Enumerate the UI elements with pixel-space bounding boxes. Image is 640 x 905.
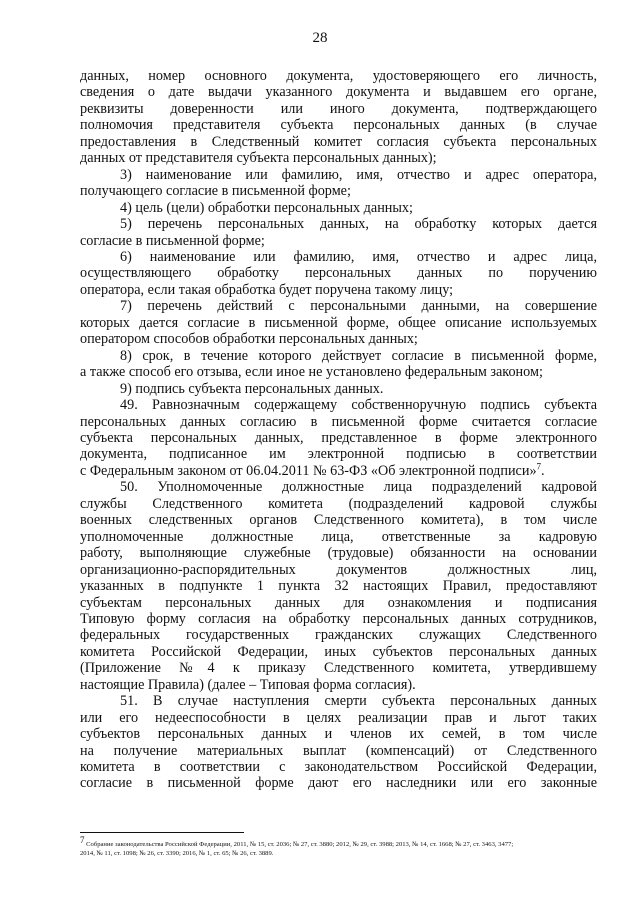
text-line <box>80 84 597 100</box>
footnote-marker: 7 <box>80 835 85 845</box>
text-line-content: сведения о дате выдачи указанного документа и выдавшем его органе, <box>80 84 597 101</box>
text-line <box>80 496 597 512</box>
text-line <box>80 298 597 314</box>
text-line <box>80 644 597 660</box>
text-line-content: федеральных государственных гражданских служащих Следственного <box>80 627 597 644</box>
text-line-content: комитета в соответствии с законодательством Российской Федерации, <box>80 759 597 776</box>
text-line-tail: . <box>541 462 545 479</box>
text-line <box>80 331 597 347</box>
text-line <box>80 775 597 791</box>
text-line <box>80 233 597 249</box>
text-line-content: 7) перечень действий с персональными данными, на совершение <box>120 298 597 315</box>
text-line <box>80 381 597 397</box>
text-line-content: оператора, если такая обработка будет поручена такому лицу; <box>80 281 454 298</box>
text-line-content: службы Следственного комитета (подразделений кадровой службы <box>80 495 597 512</box>
text-line-content: работу, выполняющие служебные (трудовые) обязанности на основании <box>80 545 597 562</box>
text-line <box>80 216 597 232</box>
text-line <box>80 726 597 742</box>
text-line-content: получающего согласие в письменной форме; <box>80 183 351 200</box>
text-line <box>80 150 597 166</box>
text-line-content: 49. Равнозначным содержащему собственноручную подпись субъекта <box>120 397 597 414</box>
text-line <box>80 660 597 676</box>
text-line <box>80 364 597 380</box>
text-line-content: 6) наименование или фамилию, имя, отчество и адрес лица, <box>120 248 597 265</box>
text-line-content: 4) цель (цели) обработки персональных данных; <box>120 199 413 216</box>
text-line <box>80 545 597 561</box>
text-line <box>80 627 597 643</box>
text-line-content: данных, номер основного документа, удостоверяющего его личность, <box>80 68 597 84</box>
text-line <box>80 562 597 578</box>
text-line <box>80 183 597 199</box>
text-line-content: комитета Российской Федерации, иных субъектов персональных данных <box>80 643 597 660</box>
text-line-content: (Приложение №4 к приказу Следственного комитета, утвердившему <box>80 660 597 677</box>
text-line <box>80 430 597 446</box>
text-line <box>80 759 597 775</box>
text-line-content: на получение материальных выплат (компенсаций) от Следственного <box>80 742 597 759</box>
text-line <box>80 315 597 331</box>
text-line-content: оператором способов обработки персональных данных; <box>80 331 418 348</box>
text-line <box>80 117 597 133</box>
text-line <box>80 710 597 726</box>
text-line-content: согласие в письменной форме дают его наследники или его законные <box>80 775 597 792</box>
text-line-content: 9) подпись субъекта персональных данных. <box>120 380 384 397</box>
text-line-content: 51. В случае наступления смерти субъекта персональных данных <box>120 693 597 710</box>
text-line <box>80 578 597 594</box>
footnote-line <box>80 835 597 849</box>
text-line-content: согласие в письменной форме; <box>80 232 265 249</box>
text-line-content: документа, подписанное им электронной подписью в соответствии <box>80 446 597 463</box>
text-line <box>80 446 597 462</box>
text-line-content: 50. Уполномоченные должностные лица подразделений кадровой <box>120 479 597 496</box>
text-line <box>80 677 597 693</box>
text-line <box>80 611 597 627</box>
text-line-content: данных от представителя субъекта персональных данных); <box>80 150 437 167</box>
text-line-content: предоставления в Следственный комитет согласия субъекта персональных <box>80 133 597 150</box>
text-line-content: или его недееспособности в целях реализации прав и льгот таких <box>80 709 597 726</box>
text-line <box>80 397 597 413</box>
text-line-content: а также способ его отзыва, если иное не установлено федеральным законом; <box>80 364 543 381</box>
text-line-content: Типовую форму согласия на обработку персональных данных сотрудников, <box>80 610 597 627</box>
text-line-content: субъектов персональных данных и членов их семей, в том числе <box>80 726 597 743</box>
text-line-content: указанных в подпункте 1 пункта 32 настоящих Правил, предоставляют <box>80 578 597 595</box>
text-line-content: которых дается согласие в письменной форме, общее описание используемых <box>80 314 597 331</box>
text-line <box>80 101 597 117</box>
text-line <box>80 693 597 709</box>
text-line <box>80 414 597 430</box>
text-line-content: осуществляющего обработку персональных данных по поручению <box>80 265 597 282</box>
text-line <box>80 249 597 265</box>
text-line-content: 3) наименование или фамилию, имя, отчество и адрес оператора, <box>120 166 597 183</box>
footnote-line: 2014, № 11, ст. 1098; № 26, ст. 3390; 2016, № 1, ст. 65; № 26, ст. 3889. <box>80 850 274 858</box>
text-line <box>80 134 597 150</box>
text-line-content: организационно-распорядительных документов должностных лиц, <box>80 561 597 578</box>
text-line-content: с Федеральным законом от 06.04.2011 № 63-ФЗ «Об электронной подписи» <box>80 462 537 479</box>
text-line <box>80 167 597 183</box>
text-line <box>80 479 597 495</box>
text-line <box>80 529 597 545</box>
text-line <box>80 743 597 759</box>
footnote-reference: 7 <box>536 461 542 472</box>
text-line-content: субъекта персональных данных, представленное в форме электронного <box>80 429 597 446</box>
text-line <box>80 595 597 611</box>
text-line <box>80 348 597 364</box>
text-line-content: субъектам персональных данных для ознакомления и подписания <box>80 594 597 611</box>
footnote-text: Собрание законодательства Российской Федерации, 2011, № 15, ст. 2036; № 27, ст. 3880; 2012, № 29, ст. 3988; 2013, № 14, ст. 1668; № 27, ст. 3463, 3477; <box>86 841 514 849</box>
text-line <box>80 265 597 281</box>
text-line-content: 8) срок, в течение которого действует согласие в письменной форме, <box>120 347 597 364</box>
text-line <box>80 68 597 84</box>
text-line <box>80 200 597 216</box>
text-line-content: реквизиты доверенности или иного документа, подтверждающего <box>80 100 597 117</box>
text-line <box>80 512 597 528</box>
text-line <box>80 463 597 479</box>
text-line-content: уполномоченные должностные лица, ответственные за кадровую <box>80 528 597 545</box>
text-line <box>80 282 597 298</box>
footnote <box>80 835 597 858</box>
page-number: 28 <box>312 30 328 46</box>
text-line-content: военных следственных органов Следственного комитета), в том числе <box>80 512 597 529</box>
text-line-content: полномочия представителя субъекта персональных данных (в случае <box>80 117 597 134</box>
text-line-content: 5) перечень персональных данных, на обработку которых дается <box>120 216 597 233</box>
text-line-content: настоящие Правила) (далее – Типовая форма согласия). <box>80 676 416 693</box>
document-body <box>80 68 597 792</box>
footnote-divider <box>80 832 244 833</box>
text-line-content: персональных данных согласию в письменной форме считается согласие <box>80 413 597 430</box>
